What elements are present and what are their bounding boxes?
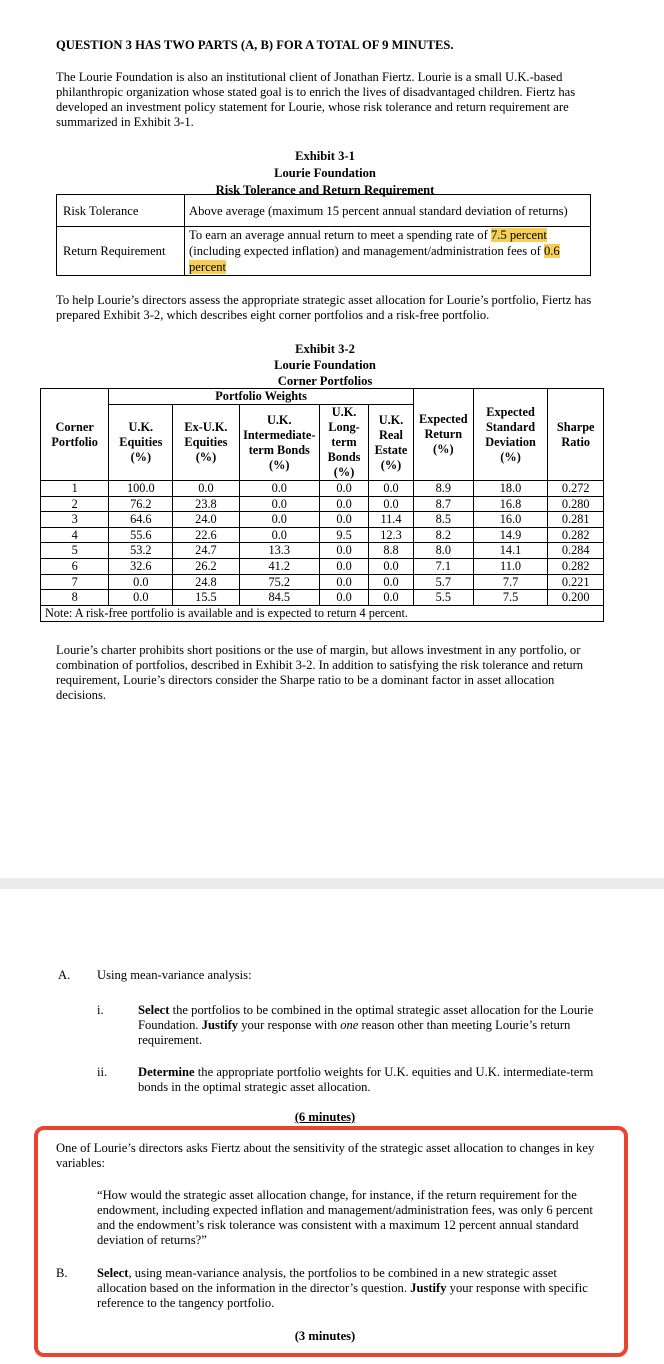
exhibit-3-2-label: Exhibit 3-2 <box>295 342 355 356</box>
table-cell: 14.9 <box>473 527 548 543</box>
risk-tolerance-row <box>57 195 591 227</box>
table-cell: 0.282 <box>548 558 604 574</box>
col-header-sharpe: Sharpe Ratio <box>548 389 604 481</box>
table-row <box>41 543 604 559</box>
col-header-uk-equities: U.K. Equities (%) <box>109 405 173 481</box>
part-a-i-text-3: reason other than meeting Lourie’s return requirement. <box>138 1018 571 1047</box>
exhibit-3-2-table <box>40 388 604 622</box>
table-cell: 0.280 <box>548 496 604 512</box>
part-b-minutes: (3 minutes) <box>294 1329 356 1343</box>
table-cell: 9.5 <box>320 527 369 543</box>
exhibit-3-2-body <box>41 481 604 606</box>
table-cell: 24.7 <box>173 543 239 559</box>
table-cell: 5 <box>41 543 109 559</box>
director-question-intro: One of Lourie’s directors asks Fiertz about the sensitivity of the strategic asset allocation to changes in key variables: <box>56 1141 595 1170</box>
exhibit-3-2-org: Lourie Foundation <box>274 358 376 372</box>
exhibit-3-1-org: Lourie Foundation <box>274 166 376 180</box>
table-cell: 0.0 <box>239 527 319 543</box>
table-cell: 11.4 <box>369 512 414 528</box>
table-cell: 0.0 <box>369 574 414 590</box>
part-b-text-2: your response with specific reference to the tangency portfolio. <box>97 1281 588 1310</box>
col-header-expected-return: Expected Return (%) <box>413 389 473 481</box>
table-cell: 0.221 <box>548 574 604 590</box>
table-row <box>41 512 604 528</box>
table-cell: 0.200 <box>548 590 604 606</box>
part-a-ii-number: ii. <box>97 1065 108 1079</box>
director-quote: “How would the strategic asset allocation change, for instance, if the return requirement for the endowment, including expected inflation and management/administration fees, was only 6 percent and the endowment’s risk tolerance was consistent with a maximum 12 percent annual standard deviation of returns?” <box>97 1188 593 1247</box>
table-cell: 0.0 <box>109 574 173 590</box>
spending-rate-highlight: 7.5 percent <box>490 228 547 242</box>
col-header-corner: Corner Portfolio <box>41 389 109 481</box>
risk-tolerance-value: Above average (maximum 15 percent annual standard deviation of returns) <box>185 195 591 227</box>
select-keyword: Select <box>138 1003 170 1017</box>
table-cell: 0.282 <box>548 527 604 543</box>
exhibit-3-1-table <box>56 194 591 276</box>
table-row <box>41 558 604 574</box>
table-cell: 8.9 <box>413 481 473 497</box>
return-requirement-label: Return Requirement <box>57 227 185 276</box>
select-keyword-b: Select <box>97 1266 129 1280</box>
table-cell: 0.0 <box>320 543 369 559</box>
table-row <box>41 496 604 512</box>
group-header-row <box>41 389 604 405</box>
table-cell: 0.0 <box>239 496 319 512</box>
table-row <box>41 481 604 497</box>
exhibit-3-2-subtitle: Corner Portfolios <box>277 374 373 388</box>
table-cell: 24.0 <box>173 512 239 528</box>
one-emphasis: one <box>340 1018 359 1032</box>
table-cell: 64.6 <box>109 512 173 528</box>
table-cell: 8 <box>41 590 109 606</box>
table-cell: 7 <box>41 574 109 590</box>
part-a-i-text <box>138 1003 598 1048</box>
table-cell: 1 <box>41 481 109 497</box>
part-a-ii-text-body: the appropriate portfolio weights for U.K. equities and U.K. intermediate-term bonds in the optimal strategic asset allocation. <box>138 1065 594 1094</box>
table-cell: 0.0 <box>173 481 239 497</box>
table-cell: 41.2 <box>239 558 319 574</box>
table-cell: 75.2 <box>239 574 319 590</box>
table-cell: 18.0 <box>473 481 548 497</box>
table-cell: 23.8 <box>173 496 239 512</box>
table-row <box>41 590 604 606</box>
table-cell: 0.0 <box>320 558 369 574</box>
col-header-uk-intermediate-bonds: U.K. Intermediate-term Bonds (%) <box>239 405 319 481</box>
table-cell: 32.6 <box>109 558 173 574</box>
table-cell: 12.3 <box>369 527 414 543</box>
exhibit-3-1-label: Exhibit 3-1 <box>295 149 355 163</box>
table-cell: 11.0 <box>473 558 548 574</box>
table-cell: 55.6 <box>109 527 173 543</box>
determine-keyword: Determine <box>138 1065 195 1079</box>
table-cell: 3 <box>41 512 109 528</box>
table-cell: 0.281 <box>548 512 604 528</box>
table-cell: 0.0 <box>320 590 369 606</box>
part-a-minutes: (6 minutes) <box>294 1110 356 1124</box>
table-cell: 13.3 <box>239 543 319 559</box>
table-cell: 84.5 <box>239 590 319 606</box>
table-cell: 0.0 <box>369 558 414 574</box>
col-header-uk-real-estate: U.K. Real Estate (%) <box>369 405 414 481</box>
group-header-portfolio-weights: Portfolio Weights <box>109 389 414 405</box>
table-cell: 8.2 <box>413 527 473 543</box>
table-cell: 26.2 <box>173 558 239 574</box>
question-title: QUESTION 3 HAS TWO PARTS (A, B) FOR A TOTAL OF 9 MINUTES. <box>56 38 454 52</box>
part-a-letter: A. <box>58 968 71 982</box>
table-cell: 0.272 <box>548 481 604 497</box>
risk-tolerance-label: Risk Tolerance <box>57 195 185 227</box>
intro-paragraph: The Lourie Foundation is also an institutional client of Jonathan Fiertz. Lourie is a small U.K.-based philanthropic organization whose stated goal is to enrich the lives of disadvantaged children. Fiertz has developed an investment policy statement for Lourie, whose risk tolerance and return requirement are summarized in Exhibit 3-1. <box>56 70 576 129</box>
part-a-i-text-1: the portfolios to be combined in the optimal strategic asset allocation for the Lourie Foundation. <box>138 1003 594 1032</box>
table-cell: 53.2 <box>109 543 173 559</box>
table-cell: 15.5 <box>173 590 239 606</box>
table-cell: 7.1 <box>413 558 473 574</box>
table-cell: 0.0 <box>320 574 369 590</box>
fees-highlight: 0.6 percent <box>189 244 560 274</box>
page-divider <box>0 878 664 889</box>
part-b-letter: B. <box>56 1266 68 1280</box>
charter-paragraph: Lourie’s charter prohibits short positions or the use of margin, but allows investment in any portfolio, or combination of portfolios, described in Exhibit 3-2. In addition to satisfying the risk tolerance and return requirement, Lourie’s directors consider the Sharpe ratio to be a dominant factor in asset allocation decisions. <box>56 643 584 702</box>
table-cell: 7.7 <box>473 574 548 590</box>
table-cell: 0.0 <box>239 481 319 497</box>
table-cell: 24.8 <box>173 574 239 590</box>
table-cell: 22.6 <box>173 527 239 543</box>
exhibit-3-1-subtitle: Risk Tolerance and Return Requirement <box>215 183 435 197</box>
table-cell: 0.0 <box>369 590 414 606</box>
table-row <box>41 527 604 543</box>
return-requirement-value <box>185 227 591 276</box>
table-cell: 8.0 <box>413 543 473 559</box>
table-cell: 0.0 <box>109 590 173 606</box>
table-cell: 2 <box>41 496 109 512</box>
table-cell: 7.5 <box>473 590 548 606</box>
part-a-text: Using mean-variance analysis: <box>97 968 252 982</box>
help-paragraph: To help Lourie’s directors assess the appropriate strategic asset allocation for Lourie’s portfolio, Fiertz has prepared Exhibit 3-2, which describes eight corner portfolios and a risk-free portfolio. <box>56 293 592 322</box>
table-cell: 0.284 <box>548 543 604 559</box>
table-cell: 76.2 <box>109 496 173 512</box>
table-cell: 5.5 <box>413 590 473 606</box>
table-cell: 14.1 <box>473 543 548 559</box>
table-cell: 8.8 <box>369 543 414 559</box>
table-cell: 0.0 <box>369 496 414 512</box>
table-cell: 0.0 <box>320 496 369 512</box>
table-cell: 0.0 <box>239 512 319 528</box>
risk-free-note: Note: A risk-free portfolio is available and is expected to return 4 percent. <box>41 605 604 621</box>
table-cell: 6 <box>41 558 109 574</box>
table-cell: 16.0 <box>473 512 548 528</box>
part-a-ii-text <box>138 1065 598 1095</box>
col-header-uk-long-bonds: U.K. Long-term Bonds (%) <box>320 405 369 481</box>
exhibit-3-2-title <box>150 341 500 389</box>
table-cell: 100.0 <box>109 481 173 497</box>
table-cell: 5.7 <box>413 574 473 590</box>
justify-keyword: Justify <box>201 1018 239 1032</box>
justify-keyword-b: Justify <box>410 1281 447 1295</box>
table-cell: 0.0 <box>320 512 369 528</box>
note-row <box>41 605 604 621</box>
table-cell: 0.0 <box>320 481 369 497</box>
col-header-exuk-equities: Ex-U.K. Equities (%) <box>173 405 239 481</box>
table-cell: 0.0 <box>369 481 414 497</box>
table-cell: 8.7 <box>413 496 473 512</box>
table-cell: 16.8 <box>473 496 548 512</box>
part-a-i-number: i. <box>97 1003 104 1017</box>
table-row <box>41 574 604 590</box>
return-text-part2: (including expected inflation) and management/administration fees of <box>189 244 544 258</box>
return-requirement-row <box>57 227 591 276</box>
exhibit-3-1-title <box>150 148 500 199</box>
part-b-text <box>97 1266 597 1311</box>
col-header-expected-std-dev: Expected Standard Deviation (%) <box>473 389 548 481</box>
table-cell: 4 <box>41 527 109 543</box>
part-b-text-1: , using mean-variance analysis, the portfolios to be combined in a new strategic asset allocation based on the information in the director’s question. <box>97 1266 557 1295</box>
table-cell: 8.5 <box>413 512 473 528</box>
return-text-part1: To earn an average annual return to meet a spending rate of <box>189 228 491 242</box>
part-a-i-text-2: your response with <box>238 1018 341 1032</box>
